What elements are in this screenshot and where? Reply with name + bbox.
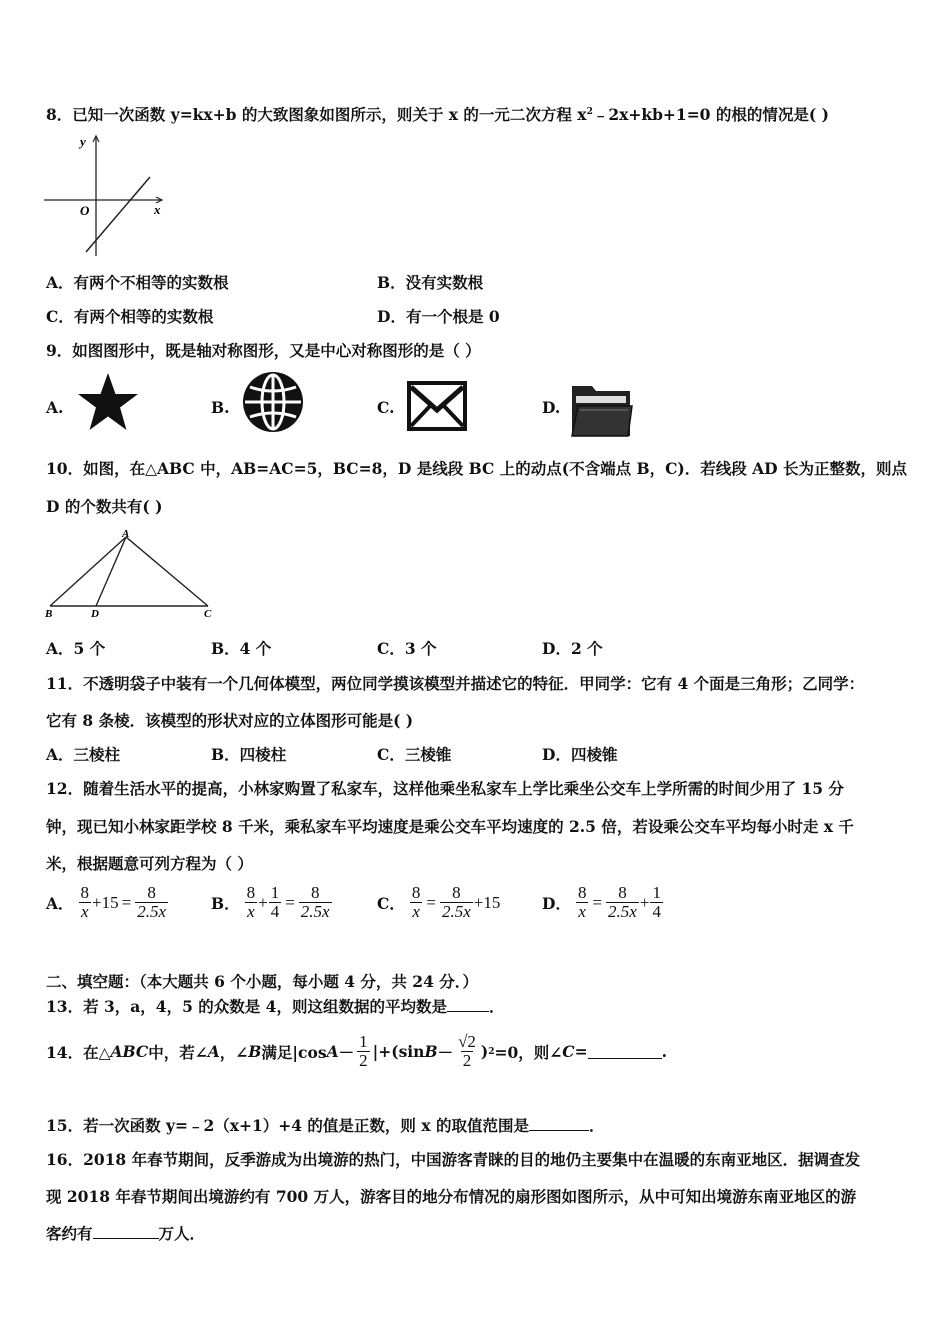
- fraction: $\frac{8}{2.5x}$: [608, 883, 637, 921]
- q13: 13．若 3，a，4，5 的众数是 4，则这组数据的平均数是 ．: [46, 997, 505, 1016]
- star-icon: [76, 370, 140, 434]
- fraction: $\frac{8}{2.5x}$: [300, 883, 330, 921]
- q10-label-d: D: [91, 608, 99, 620]
- q11-option-a[interactable]: A．三棱柱: [46, 745, 121, 764]
- q11-option-d[interactable]: D．四棱锥: [542, 745, 618, 764]
- globe-icon: [240, 369, 306, 435]
- q10-option-c[interactable]: C．3 个: [377, 639, 437, 658]
- q9-option-b-label[interactable]: B.: [211, 398, 230, 417]
- q8-stem: [46, 103, 829, 125]
- answer-blank[interactable]: [529, 1116, 589, 1131]
- q13-text: 13．若 3，a，4，5 的众数是 4，则这组数据的平均数是: [46, 997, 447, 1016]
- q8-stem-sup: 2: [586, 107, 593, 117]
- q12-line3: 米，根据题意可列方程为（ ）: [46, 854, 253, 873]
- q8-option-a[interactable]: A．有两个不相等的实数根: [46, 273, 229, 292]
- q10-option-b[interactable]: B．4 个: [211, 639, 272, 658]
- fraction: $\frac{1}{2}$: [359, 1032, 368, 1070]
- q8-y-label: y: [80, 134, 86, 149]
- q8-option-d[interactable]: D．有一个根是 0: [377, 307, 500, 326]
- q9-option-d-label[interactable]: D.: [542, 398, 561, 417]
- q16-line3: 客约有 万人．: [46, 1224, 206, 1243]
- q15-text: 15．若一次函数 y=﹣2（x+1）+4 的值是正数，则 x 的取值范围是: [46, 1116, 529, 1135]
- q12-option-b[interactable]: [211, 884, 333, 921]
- fraction: $\frac{8}{x}$: [80, 883, 90, 921]
- q14: 14．在△ ABC 中，若∠ A ，∠ B 满足|cos A － $\frac{1}{2}$ |+(sin B － $\frac{√2}{2}$ ) 2 =0，则∠ C = .: [46, 1032, 668, 1070]
- q10-line1: 10．如图，在△ABC 中，AB=AC=5，BC=8，D 是线段 BC 上的动点(不含端点 B，C)．若线段 AD 长为正整数，则点: [46, 459, 908, 478]
- q10-triangle-figure: [44, 528, 219, 620]
- fraction: $\frac{√2}{2}$: [458, 1032, 476, 1070]
- q10-option-d[interactable]: D．2 个: [542, 639, 603, 658]
- q10-side-ac: [126, 537, 208, 606]
- q12-line2: 钟，现已知小林家距学校 8 千米，乘私家车平均速度是乘公交车平均速度的 2.5 倍，若设乘公交车平均每小时走 x 千: [46, 817, 854, 836]
- q12-line1: 12．随着生活水平的提高，小林家购置了私家车，这样他乘坐私家车上学比乘坐公交车上学所需的时间少用了 15 分: [46, 779, 844, 798]
- q8-option-c[interactable]: C．有两个相等的实数根: [46, 307, 214, 326]
- answer-blank[interactable]: [588, 1044, 662, 1059]
- q16-line1: 16．2018 年春节期间，反季游成为出境游的热门，中国游客青睐的目的地仍主要集中在温暖的东南亚地区．据调查发: [46, 1150, 861, 1169]
- q12-option-d[interactable]: [542, 884, 664, 921]
- q9-option-c-label[interactable]: C.: [377, 398, 395, 417]
- q10-label-b: B: [45, 608, 53, 620]
- fraction: $\frac{1}{4}$: [270, 883, 280, 921]
- fraction: $\frac{8}{2.5x}$: [441, 883, 471, 921]
- fraction: $\frac{8}{x}$: [577, 883, 587, 921]
- q9-stem: 9．如图图形中，既是轴对称图形，又是中心对称图形的是（ ）: [46, 341, 481, 360]
- q10-label-a: A: [122, 528, 130, 540]
- q11-line2: 它有 8 条棱．该模型的形状对应的立体图形可能是( ): [46, 711, 414, 730]
- q10-option-a[interactable]: A．5 个: [46, 639, 106, 658]
- q16-line2: 现 2018 年春节期间出境游约有 700 万人，游客目的地分布情况的扇形图如图所示，从中可知出境游东南亚地区的游: [46, 1187, 857, 1206]
- q12-option-c-equation: $\frac{8}{x}$ = $\frac{8}{2.5x}$ +15: [411, 883, 501, 921]
- q12-option-b-equation: $\frac{8}{x}$ + $\frac{1}{4}$ = $\frac{8}{2.5x}$: [246, 883, 330, 921]
- q8-origin-label: O: [80, 203, 90, 218]
- q11-option-c[interactable]: C．三棱锥: [377, 745, 452, 764]
- q10-side-ab: [50, 537, 126, 606]
- fraction: $\frac{8}{x}$: [246, 883, 256, 921]
- q8-x-label: x: [154, 202, 161, 217]
- q12-option-d-equation: $\frac{8}{x}$ = $\frac{8}{2.5x}$ + $\frac{1}{4}$: [577, 883, 661, 921]
- folder-icon: [570, 378, 634, 438]
- fraction: $\frac{8}{2.5x}$: [137, 883, 167, 921]
- q12-option-c[interactable]: [377, 884, 500, 921]
- fraction: $\frac{1}{4}$: [652, 883, 661, 921]
- envelope-icon: [405, 378, 471, 434]
- q9-option-a-label[interactable]: A.: [46, 398, 64, 417]
- q8-option-b[interactable]: B．没有实数根: [377, 273, 484, 292]
- answer-blank[interactable]: [447, 997, 489, 1012]
- q8-linear-graph: [44, 132, 169, 257]
- q10-line2: D 的个数共有( ): [46, 497, 163, 516]
- answer-blank[interactable]: [93, 1224, 159, 1239]
- q12-option-a[interactable]: [46, 884, 169, 921]
- section-title: 二、填空题：（本大题共 6 个小题，每小题 4 分，共 24 分．）: [46, 972, 479, 991]
- q12-option-c-label: C．: [377, 893, 405, 913]
- q12-option-b-label: B．: [211, 893, 240, 913]
- q10-label-c: C: [204, 608, 212, 620]
- q12-option-d-label: D．: [542, 893, 571, 913]
- q11-option-b[interactable]: B．四棱柱: [211, 745, 287, 764]
- q12-option-a-equation: $\frac{8}{x}$ +15 = $\frac{8}{2.5x}$: [80, 883, 167, 921]
- q8-stem-pre: 8．已知一次函数 y=kx+b 的大致图象如图所示，则关于 x 的一元二次方程 x: [46, 105, 587, 124]
- q10-segment-ad: [96, 537, 126, 606]
- q15: 15．若一次函数 y=﹣2（x+1）+4 的值是正数，则 x 的取值范围是 ．: [46, 1116, 605, 1135]
- q11-line1: 11．不透明袋子中装有一个几何体模型，两位同学摸该模型并描述它的特征．甲同学：它有 4 个面是三角形；乙同学：: [46, 674, 865, 693]
- q8-stem-post: ﹣2x+kb+1=0 的根的情况是( ): [592, 105, 829, 124]
- q12-option-a-label: A．: [46, 893, 74, 913]
- fraction: $\frac{8}{x}$: [411, 883, 421, 921]
